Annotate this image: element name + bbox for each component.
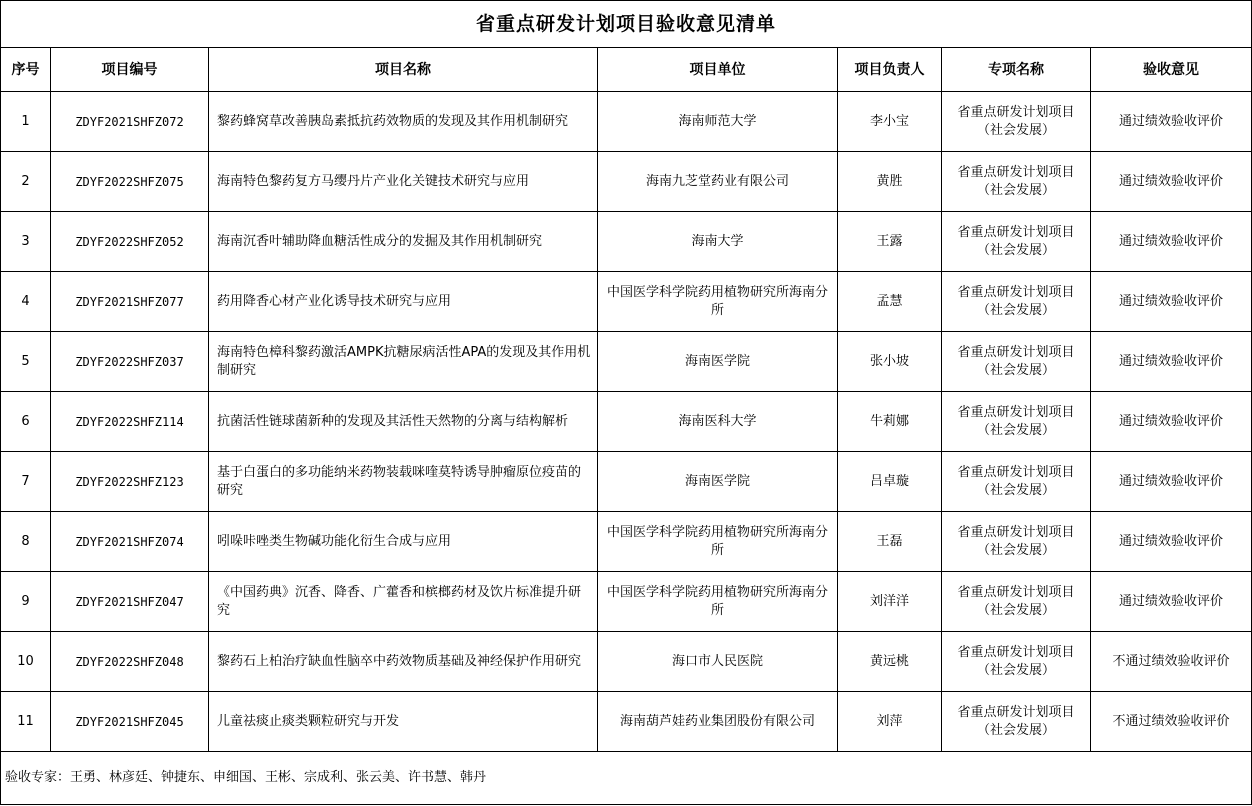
program-name: 省重点研发计划项目（社会发展）: [942, 692, 1091, 752]
col-header-code: 项目编号: [51, 48, 209, 92]
col-header-program: 专项名称: [942, 48, 1091, 92]
footer-row: [1, 752, 1252, 805]
project-name: 吲哚咔唑类生物碱功能化衍生合成与应用: [209, 512, 598, 572]
project-unit: 海南师范大学: [598, 92, 838, 152]
program-name: 省重点研发计划项目（社会发展）: [942, 512, 1091, 572]
table-row: [1, 332, 1252, 392]
acceptance-opinion: 通过绩效验收评价: [1091, 92, 1252, 152]
project-leader: 牛莉娜: [838, 392, 942, 452]
row-number: 3: [1, 212, 51, 272]
project-leader: 刘洋洋: [838, 572, 942, 632]
table-row: [1, 572, 1252, 632]
row-number: 10: [1, 632, 51, 692]
acceptance-opinion: 通过绩效验收评价: [1091, 572, 1252, 632]
project-code: ZDYF2021SHFZ072: [51, 92, 209, 152]
program-name: 省重点研发计划项目（社会发展）: [942, 92, 1091, 152]
program-name: 省重点研发计划项目（社会发展）: [942, 632, 1091, 692]
acceptance-opinion: 通过绩效验收评价: [1091, 212, 1252, 272]
project-unit: 海南大学: [598, 212, 838, 272]
program-name: 省重点研发计划项目（社会发展）: [942, 272, 1091, 332]
table-row: [1, 512, 1252, 572]
project-unit: 中国医学科学院药用植物研究所海南分所: [598, 272, 838, 332]
project-name: 药用降香心材产业化诱导技术研究与应用: [209, 272, 598, 332]
table-row: [1, 692, 1252, 752]
row-number: 2: [1, 152, 51, 212]
project-code: ZDYF2022SHFZ114: [51, 392, 209, 452]
row-number: 5: [1, 332, 51, 392]
program-name: 省重点研发计划项目（社会发展）: [942, 452, 1091, 512]
table-row: [1, 632, 1252, 692]
project-code: ZDYF2022SHFZ052: [51, 212, 209, 272]
project-name: 儿童祛痰止痰类颗粒研究与开发: [209, 692, 598, 752]
project-name: 黎药石上柏治疗缺血性脑卒中药效物质基础及神经保护作用研究: [209, 632, 598, 692]
col-header-name: 项目名称: [209, 48, 598, 92]
experts-list: 验收专家：王勇、林彦廷、钟捷东、申细国、王彬、宗成利、张云美、许书慧、韩丹: [1, 752, 1252, 805]
project-unit: 海南医学院: [598, 332, 838, 392]
acceptance-opinion: 不通过绩效验收评价: [1091, 632, 1252, 692]
project-code: ZDYF2022SHFZ123: [51, 452, 209, 512]
project-leader: 黄胜: [838, 152, 942, 212]
project-name: 海南沉香叶辅助降血糖活性成分的发掘及其作用机制研究: [209, 212, 598, 272]
row-number: 1: [1, 92, 51, 152]
project-code: ZDYF2021SHFZ074: [51, 512, 209, 572]
project-name: 抗菌活性链球菌新种的发现及其活性天然物的分离与结构解析: [209, 392, 598, 452]
project-leader: 刘萍: [838, 692, 942, 752]
col-header-no: 序号: [1, 48, 51, 92]
table-row: [1, 212, 1252, 272]
row-number: 11: [1, 692, 51, 752]
project-unit: 海南九芝堂药业有限公司: [598, 152, 838, 212]
project-name: 海南特色樟科黎药激活AMPK抗糖尿病活性APA的发现及其作用机制研究: [209, 332, 598, 392]
header-row: [1, 48, 1252, 92]
project-code: ZDYF2022SHFZ048: [51, 632, 209, 692]
acceptance-opinion: 通过绩效验收评价: [1091, 392, 1252, 452]
project-leader: 王露: [838, 212, 942, 272]
table-row: [1, 92, 1252, 152]
program-name: 省重点研发计划项目（社会发展）: [942, 152, 1091, 212]
table-row: [1, 452, 1252, 512]
row-number: 9: [1, 572, 51, 632]
col-header-leader: 项目负责人: [838, 48, 942, 92]
row-number: 7: [1, 452, 51, 512]
project-name: 基于白蛋白的多功能纳米药物装载咪喹莫特诱导肿瘤原位疫苗的研究: [209, 452, 598, 512]
project-code: ZDYF2021SHFZ047: [51, 572, 209, 632]
project-leader: 黄远桃: [838, 632, 942, 692]
acceptance-opinion: 不通过绩效验收评价: [1091, 692, 1252, 752]
project-name: 黎药蜂窝草改善胰岛素抵抗药效物质的发现及其作用机制研究: [209, 92, 598, 152]
table-row: [1, 392, 1252, 452]
title-row: [1, 1, 1252, 48]
project-leader: 吕卓璇: [838, 452, 942, 512]
row-number: 8: [1, 512, 51, 572]
project-unit: 中国医学科学院药用植物研究所海南分所: [598, 512, 838, 572]
table-row: [1, 152, 1252, 212]
row-number: 6: [1, 392, 51, 452]
acceptance-opinion: 通过绩效验收评价: [1091, 272, 1252, 332]
program-name: 省重点研发计划项目（社会发展）: [942, 212, 1091, 272]
project-unit: 海南医学院: [598, 452, 838, 512]
acceptance-opinion: 通过绩效验收评价: [1091, 332, 1252, 392]
project-name: 《中国药典》沉香、降香、广藿香和槟榔药材及饮片标准提升研究: [209, 572, 598, 632]
row-number: 4: [1, 272, 51, 332]
project-code: ZDYF2021SHFZ077: [51, 272, 209, 332]
program-name: 省重点研发计划项目（社会发展）: [942, 392, 1091, 452]
project-unit: 中国医学科学院药用植物研究所海南分所: [598, 572, 838, 632]
project-leader: 李小宝: [838, 92, 942, 152]
project-code: ZDYF2022SHFZ037: [51, 332, 209, 392]
project-unit: 海口市人民医院: [598, 632, 838, 692]
acceptance-opinion: 通过绩效验收评价: [1091, 512, 1252, 572]
project-code: ZDYF2022SHFZ075: [51, 152, 209, 212]
acceptance-opinion: 通过绩效验收评价: [1091, 152, 1252, 212]
project-unit: 海南葫芦娃药业集团股份有限公司: [598, 692, 838, 752]
acceptance-opinion: 通过绩效验收评价: [1091, 452, 1252, 512]
project-name: 海南特色黎药复方马缨丹片产业化关键技术研究与应用: [209, 152, 598, 212]
table-title: 省重点研发计划项目验收意见清单: [1, 1, 1252, 48]
project-unit: 海南医科大学: [598, 392, 838, 452]
col-header-opinion: 验收意见: [1091, 48, 1252, 92]
project-code: ZDYF2021SHFZ045: [51, 692, 209, 752]
program-name: 省重点研发计划项目（社会发展）: [942, 332, 1091, 392]
col-header-unit: 项目单位: [598, 48, 838, 92]
project-leader: 张小坡: [838, 332, 942, 392]
table-row: [1, 272, 1252, 332]
project-leader: 王磊: [838, 512, 942, 572]
project-leader: 孟慧: [838, 272, 942, 332]
program-name: 省重点研发计划项目（社会发展）: [942, 572, 1091, 632]
